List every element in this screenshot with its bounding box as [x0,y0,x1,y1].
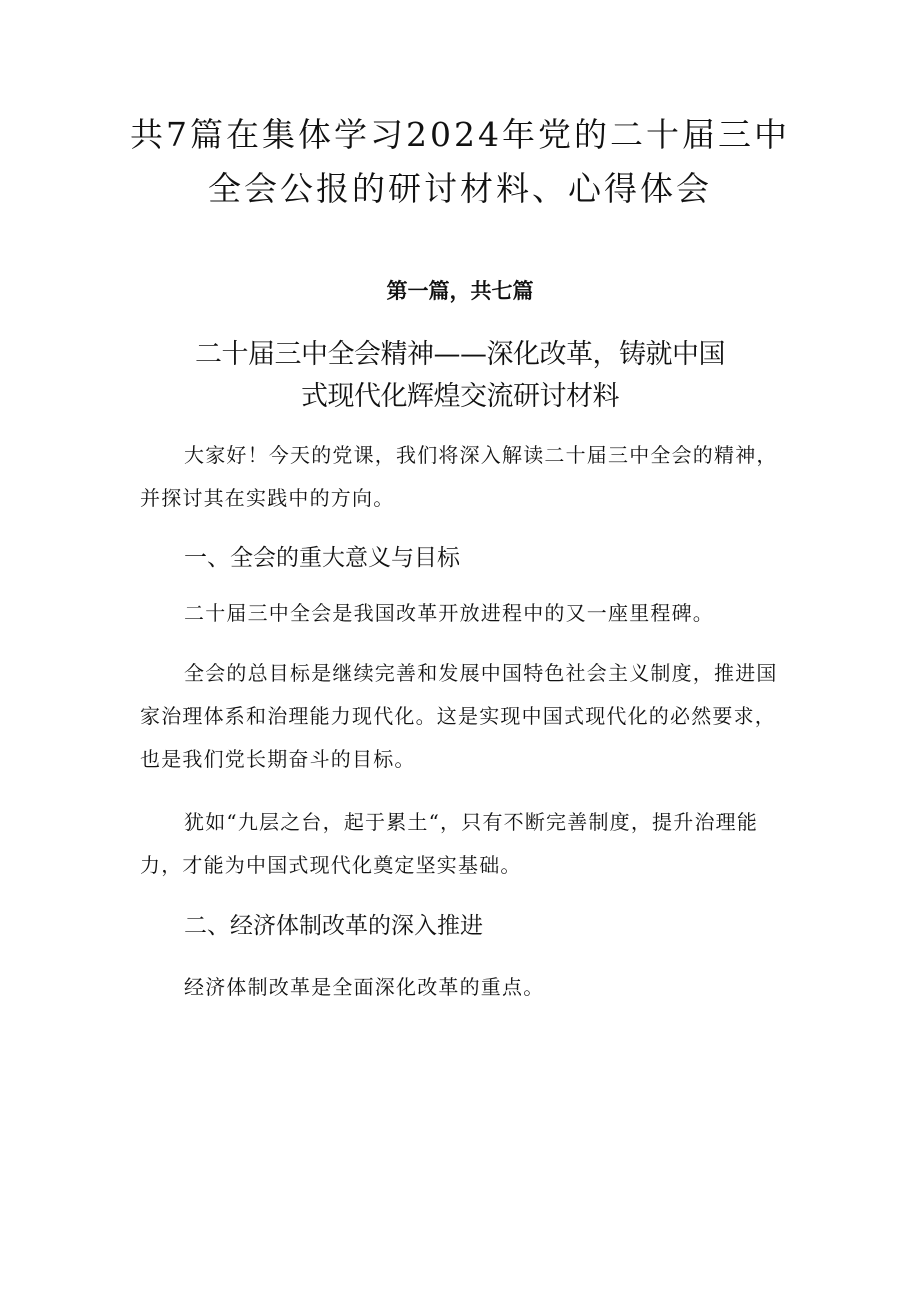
part-label: 第一篇，共七篇 [386,278,534,303]
s1-p2-line-3: 也是我们党长期奋斗的目标。 [140,747,416,771]
s1-p3-line-2: 力，才能为中国式现代化奠定坚实基础。 [140,853,522,877]
document-title-line-1: 共7篇在集体学习2024年党的二十届三中 [130,115,790,154]
article-title-line-2: 式现代化辉煌交流研讨材料 [301,381,619,412]
section-2-heading: 二、经济体制改革的深入推进 [184,913,483,939]
document-title [120,108,800,216]
intro-line-2: 并探讨其在实践中的方向。 [140,486,395,510]
s1-p3-line-1: 犹如“九层之台，起于累土“，只有不断完善制度，提升治理能 [184,810,759,834]
intro-line-1: 大家好！今天的党课，我们将深入解读二十届三中全会的精神， [184,443,778,467]
s1-p2-line-2: 家治理体系和治理能力现代化。这是实现中国式现代化的必然要求， [140,704,776,728]
s2-p1-line-1: 经济体制改革是全面深化改革的重点。 [184,975,545,999]
article-title [160,334,760,418]
s1-p2-line-1: 全会的总目标是继续完善和发展中国特色社会主义制度，推进国 [184,661,778,685]
section-1-paragraph-3 [140,801,790,887]
section-1-paragraph-2 [140,652,790,781]
s1-p1-line-1: 二十届三中全会是我国改革开放进程中的又一座里程碑。 [184,601,714,625]
document-title-line-2: 全会公报的研讨材料、心得体会 [208,169,712,208]
intro-paragraph [140,434,790,520]
section-1-heading: 一、全会的重大意义与目标 [184,545,460,571]
article-title-line-1: 二十届三中全会精神——深化改革，铸就中国 [195,339,725,370]
section-2-paragraph-1 [140,966,790,1009]
section-1-paragraph-1 [140,592,790,635]
